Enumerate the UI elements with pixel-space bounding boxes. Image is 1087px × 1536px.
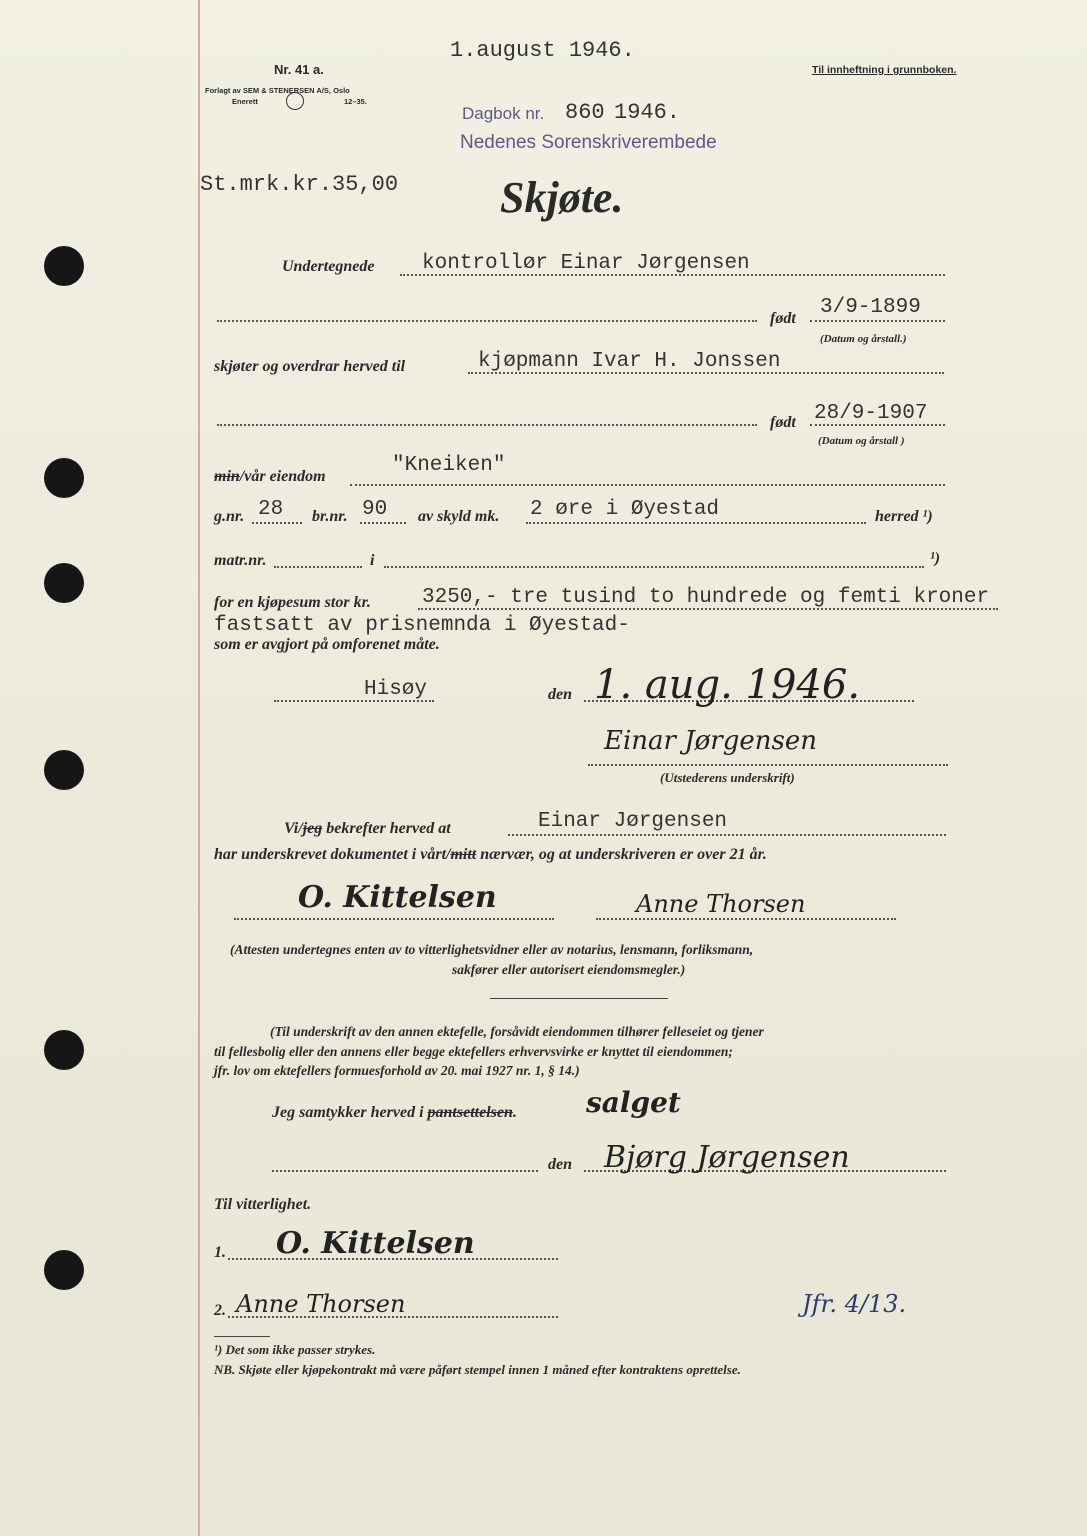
buyer-born-label: født — [770, 414, 796, 431]
footer-divider — [214, 1336, 270, 1337]
dagbok-label: Dagbok nr. — [462, 104, 545, 123]
witness-person: Einar Jørgensen — [538, 810, 728, 833]
margin-reference-note: Jfr. 4/13. — [802, 1290, 907, 1318]
vitterlighet-number-2: 2. — [214, 1302, 226, 1319]
skyld-value: 2 øre i Øyestad — [530, 498, 720, 521]
signing-place: Hisøy — [364, 678, 428, 701]
form-number: Nr. 41 a. — [274, 62, 324, 77]
witness-signature-2: Anne Thorsen — [636, 890, 806, 918]
herred-label: herred ¹) — [875, 508, 933, 525]
vitterlighet-signature-2: Anne Thorsen — [236, 1290, 406, 1318]
seller-born-label: født — [770, 310, 796, 327]
price-line2: fastsatt av prisnemnda i Øyestad- — [214, 614, 630, 637]
publisher-copyright: Enerett — [232, 97, 258, 106]
publisher-date: 12–35. — [344, 97, 367, 106]
binding-hole — [44, 563, 84, 603]
matr-label: matr.nr. — [214, 552, 267, 569]
spouse-note-line2: til fellesbolig eller den annens eller begge ektefellers erhvervsvirke er knyttet til eiendommen; — [214, 1044, 733, 1059]
struck-min: min — [214, 468, 240, 485]
spouse-signature: Bjørg Jørgensen — [604, 1140, 850, 1175]
issuer-signature: Einar Jørgensen — [604, 726, 817, 756]
price-amount: 3250,- tre tusind to hundrede og femti kroner — [422, 586, 990, 609]
witness-note-line2: sakfører eller autorisert eiendomsmegler.) — [452, 962, 686, 977]
witness-note-line1: (Attesten undertegnes enten av to vitterlighetsvidner eller av notarius, lensmann, forliksmann, — [230, 942, 754, 957]
witness-label — [284, 820, 451, 838]
spouse-den-label: den — [548, 1156, 572, 1173]
document-title: Skjøte. — [500, 173, 624, 222]
section-divider — [490, 998, 668, 999]
consent-line — [272, 1104, 517, 1122]
footer-note-2: NB. Skjøte eller kjøpekontrakt må være påført stempel innen 1 måned efter kontraktens oprettelse. — [214, 1362, 741, 1377]
seller-born-value: 3/9-1899 — [820, 296, 921, 319]
stamp-duty: St.mrk.kr.35,00 — [200, 172, 399, 197]
struck-jeg: jeg — [302, 820, 323, 837]
bekrefter-label: bekrefter herved at — [326, 820, 451, 837]
publisher-logo — [286, 92, 304, 110]
binding-hole — [44, 750, 84, 790]
publisher-line: Forlagt av SEM & STENERSEN A/S, Oslo — [205, 86, 350, 95]
binding-hole — [44, 246, 84, 286]
witness-signature-1: O. Kittelsen — [298, 880, 497, 915]
skyld-label: av skyld mk. — [418, 508, 500, 525]
vitterlighet-label: Til vitterlighet. — [214, 1196, 312, 1213]
binding-hole — [44, 458, 84, 498]
struck-mitt: mitt — [450, 846, 477, 863]
property-label — [214, 468, 326, 486]
spouse-note-line1: (Til underskrift av den annen ektefelle, forsåvidt eiendommen tilhører felleseiet og tjener — [270, 1024, 764, 1039]
grunnbok-note: Til innheftning i grunnboken. — [812, 64, 957, 76]
price-line3: som er avgjort på omforenet måte. — [214, 636, 440, 653]
signing-date-handwritten: 1. aug. 1946. — [594, 662, 861, 708]
property-name: "Kneiken" — [392, 454, 506, 477]
binding-hole — [44, 1030, 84, 1070]
matr-footnote-mark: ¹) — [930, 550, 941, 567]
gnr-label: g.nr. — [214, 508, 245, 525]
gnr-value: 28 — [258, 498, 284, 521]
seller-date-hint: (Datum og årstall.) — [820, 333, 907, 345]
property-label-rest: /vår eiendom — [239, 468, 326, 485]
vi-label: Vi/ — [284, 820, 303, 837]
price-label: for en kjøpesum stor kr. — [214, 594, 371, 611]
buyer-date-hint: (Datum og årstall ) — [818, 435, 905, 447]
dagbok-year: 1946. — [614, 100, 681, 125]
bnr-value: 90 — [362, 498, 388, 521]
buyer-value: kjøpmann Ivar H. Jonssen — [478, 350, 781, 373]
i-label: i — [370, 552, 375, 569]
seller-label: Undertegnede — [282, 258, 375, 275]
issuer-signature-caption: (Utstederens underskrift) — [660, 770, 795, 785]
consent-start: Jeg samtykker herved i — [272, 1104, 424, 1121]
dagbok-number: 860 — [565, 100, 605, 125]
signing-den-label: den — [548, 686, 572, 703]
witness-line2-end: nærvær, og at underskriveren er over 21 år. — [480, 846, 767, 863]
consent-handwritten: salget — [586, 1086, 681, 1119]
witness-line2-start: har underskrevet dokumentet i vårt/ — [214, 846, 451, 863]
vitterlighet-number-1: 1. — [214, 1244, 226, 1261]
buyer-born-value: 28/9-1907 — [814, 402, 928, 425]
red-margin-line — [198, 0, 200, 1536]
binding-hole — [44, 1250, 84, 1290]
bnr-label: br.nr. — [312, 508, 348, 525]
vitterlighet-signature-1: O. Kittelsen — [276, 1226, 475, 1261]
seller-value: kontrollør Einar Jørgensen — [422, 252, 750, 275]
buyer-label: skjøter og overdrar herved til — [214, 358, 406, 375]
struck-pantsettelsen: pantsettelsen — [427, 1104, 513, 1121]
consent-end: . — [512, 1104, 517, 1121]
footer-note-1: ¹) Det som ikke passer strykes. — [214, 1342, 376, 1357]
document-date: 1.august 1946. — [450, 38, 635, 63]
spouse-note-line3: jfr. lov om ektefellers formuesforhold av 20. mai 1927 nr. 1, § 14.) — [214, 1063, 580, 1078]
witness-line2 — [214, 846, 767, 864]
office-stamp: Nedenes Sorenskriverembede — [460, 132, 717, 153]
